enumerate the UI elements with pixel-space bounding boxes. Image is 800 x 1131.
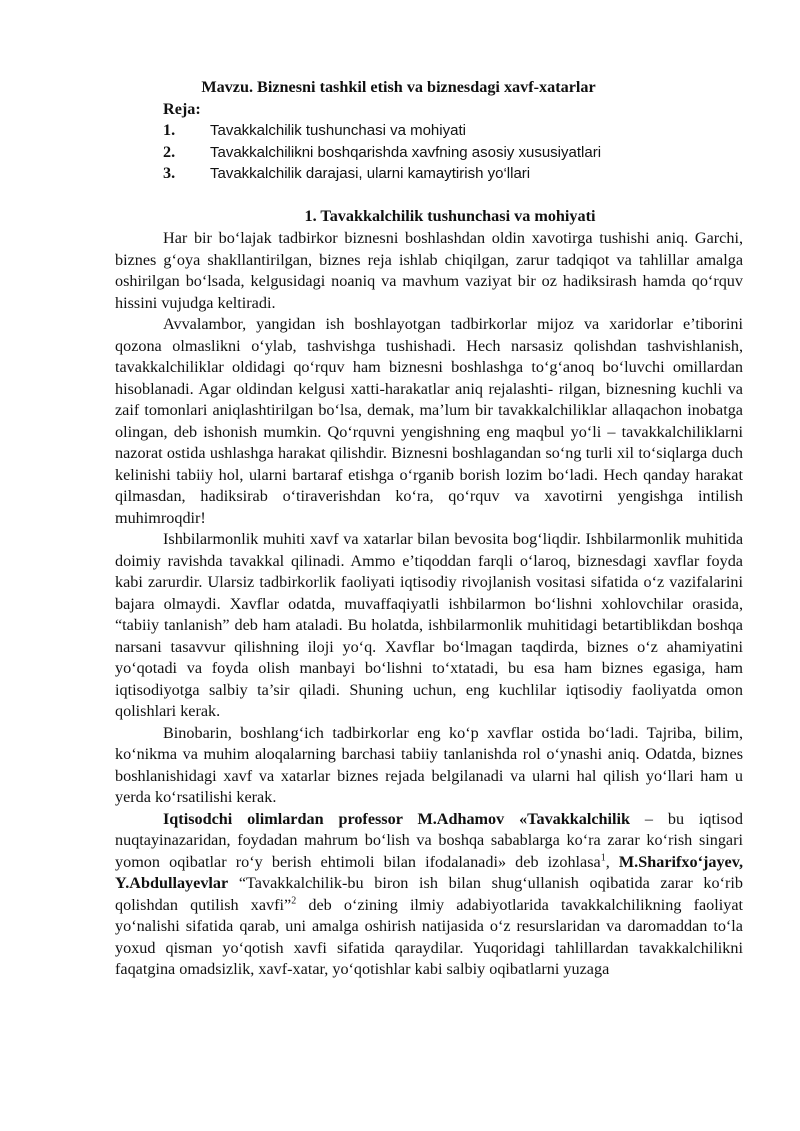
plan-item-number: 3.	[163, 164, 176, 182]
citation-text: – bu iqtisod nuqtayinazaridan, foydadan mahrum bo‘lish va boshqa sabablarga ko‘ra zarar ko‘rish singari yomon oqibatlar ro‘y berish ehtimoli bilan ifodalanadi» deb izohlasa	[115, 809, 743, 871]
citation-text: “Tavakkalchilik-bu biron ish bilan shug‘ullanish oqibatida zarar ko‘rib qolishdan qutilish xavfi”	[115, 874, 743, 914]
plan-item-text: Tavakkalchilik darajasi, ularni kamaytirish yo‘llari	[210, 165, 531, 182]
paragraph: Binobarin, boshlang‘ich tadbirkorlar eng ko‘p xavflar ostida bo‘ladi. Tajriba, bilim, ko‘nikma va muhim aloqalarning barchasi tabiiy tanlanishda rol o‘ynashi aniq. Odatda, biznes boshlanishidagi xavf va xatarlar biznes rejada belgilanadi va ularni hal qilish yo‘llari ham u yerda ko‘rsatilishi kerak.	[115, 723, 743, 806]
paragraph: Ishbilarmonlik muhiti xavf va xatarlar bilan bevosita bog‘liqdir. Ishbilarmonlik muhitida doimiy ravishda tavakkal qilinadi. Ammo e’tiqoddan farqli o‘laroq, biznesdagi xavflar foyda kabi zarurdir. Ularsiz tadbirkorlik faoliyati iqtisodiy rivojlanish vositasi sifatida o‘z vazifalarini bajara olmaydi. Xavflar odatda, muvaffaqiyatli ishbilarmon bo‘lishni xohlovchilar orasida, “tabiiy tanlanish” deb ham ataladi. Bu holatda, ishbilarmonlik muhitidagi betartiblikdan boshqa narsani tasavvur qilishning iloji yo‘q. Xavflar bo‘lmagan taqdirda, biznes o‘z ahamiyatini yo‘qotadi va foyda olish manbayi bo‘lishni to‘xtatadi, bu esa ham biznes egasiga, ham iqtisodiyotga salbiy ta’sir qiladi. Shuning uchun, eng kuchlilar iqtisodiy faoliyatda omon qolishlari kerak.	[115, 530, 743, 720]
plan-label: Reja:	[163, 100, 201, 118]
footnote-ref[interactable]: 2	[291, 895, 297, 907]
plan-item-number: 2.	[163, 142, 176, 161]
author-citation-bold: M.Sharifxo‘jayev, Y.Abdullayevlar	[115, 852, 743, 892]
plan-item-text: Tavakkalchilik tushunchasi va mohiyati	[210, 122, 466, 139]
plan-list	[163, 120, 601, 185]
plan-item	[163, 142, 601, 164]
plan-item	[163, 163, 601, 185]
section-heading: 1. Tavakkalchilik tushunchasi va mohiyati	[304, 207, 596, 225]
paragraph: Har bir bo‘lajak tadbirkor biznesni boshlashdan oldin xavotirga tushishi aniq. Garchi, biznes g‘oya shakllantirilgan, biznes reja ishlab chiqilgan, zarur tadqiqot va tahlillar amalga oshirilgan bo‘lsada, kelgusidagi noaniq va mavhum vaziyat bir oz hadiksirash hamda qo‘rquv hissini vujudga keltiradi.	[115, 229, 743, 312]
citation-text: ,	[605, 852, 619, 871]
paragraph: Avvalambor, yangidan ish boshlayotgan tadbirkorlar mijoz va xaridorlar e’tiborini qozona olmaslikni o‘ylab, tashvishga tushishadi. Hech narsasiz qolishdan tashvishlanish, tavakkalchiliklar oldidagi qo‘rquv ham biznesni boshlashga to‘g‘anoq bo‘luvchi omillardan hisoblanadi. Agar oldindan kelgusi xatti-harakatlar aniq rejalashti- rilgan, biznesning kuchli va zaif tomonlari aniqlashtirilgan bo‘lsa, demak, ma’lum bir tavakkalchiliklar allaqachon inobatga olingan, deb ishonish mumkin. Qo‘rquvni yengishning eng maqbul yo‘li – tavakkalchiliklarni nazorat ostida ushlashga harakat qilishdir. Biznesni boshlagandan so‘ng turli xil to‘siqlarga duch kelinishi tabiiy hol, ularni bartaraf etishga o‘rganib borish lozim bo‘ladi. Hech qanday harakat qilmasdan, hadiksirab o‘tiraverishdan ko‘ra, qo‘rquv va xavotirni yengishga intilish muhimroqdir!	[115, 315, 743, 527]
author-citation-bold: Iqtisodchi olimlardan professor M.Adhamov «Tavakkalchilik	[163, 809, 631, 828]
footnote-ref[interactable]: 1	[600, 852, 606, 864]
document-title: Mavzu. Biznesni tashkil etish va biznesdagi xavf-xatarlar	[201, 78, 596, 96]
plan-item	[163, 120, 601, 142]
citation-text: deb o‘zining ilmiy adabiyotlarida tavakkalchilikning faoliyat yo‘nalishi sifatida qarab, uni amalga oshirish natijasida o‘z resurslaridan va daromaddan to‘la yoxud qisman yo‘qotish xavfi sifatida qaraydilar. Yuqoridagi tahlillardan tavakkalchilikni faqatgina omadsizlik, xavf-xatar, yo‘qotishlar kabi salbiy oqibatlarni yuzaga	[115, 895, 744, 978]
paragraph-with-citations	[115, 809, 743, 981]
plan-item-text: Tavakkalchilikni boshqarishda xavfning asosiy xususiyatlari	[210, 143, 602, 161]
body-text	[115, 228, 743, 981]
plan-item-number: 1.	[163, 121, 176, 139]
